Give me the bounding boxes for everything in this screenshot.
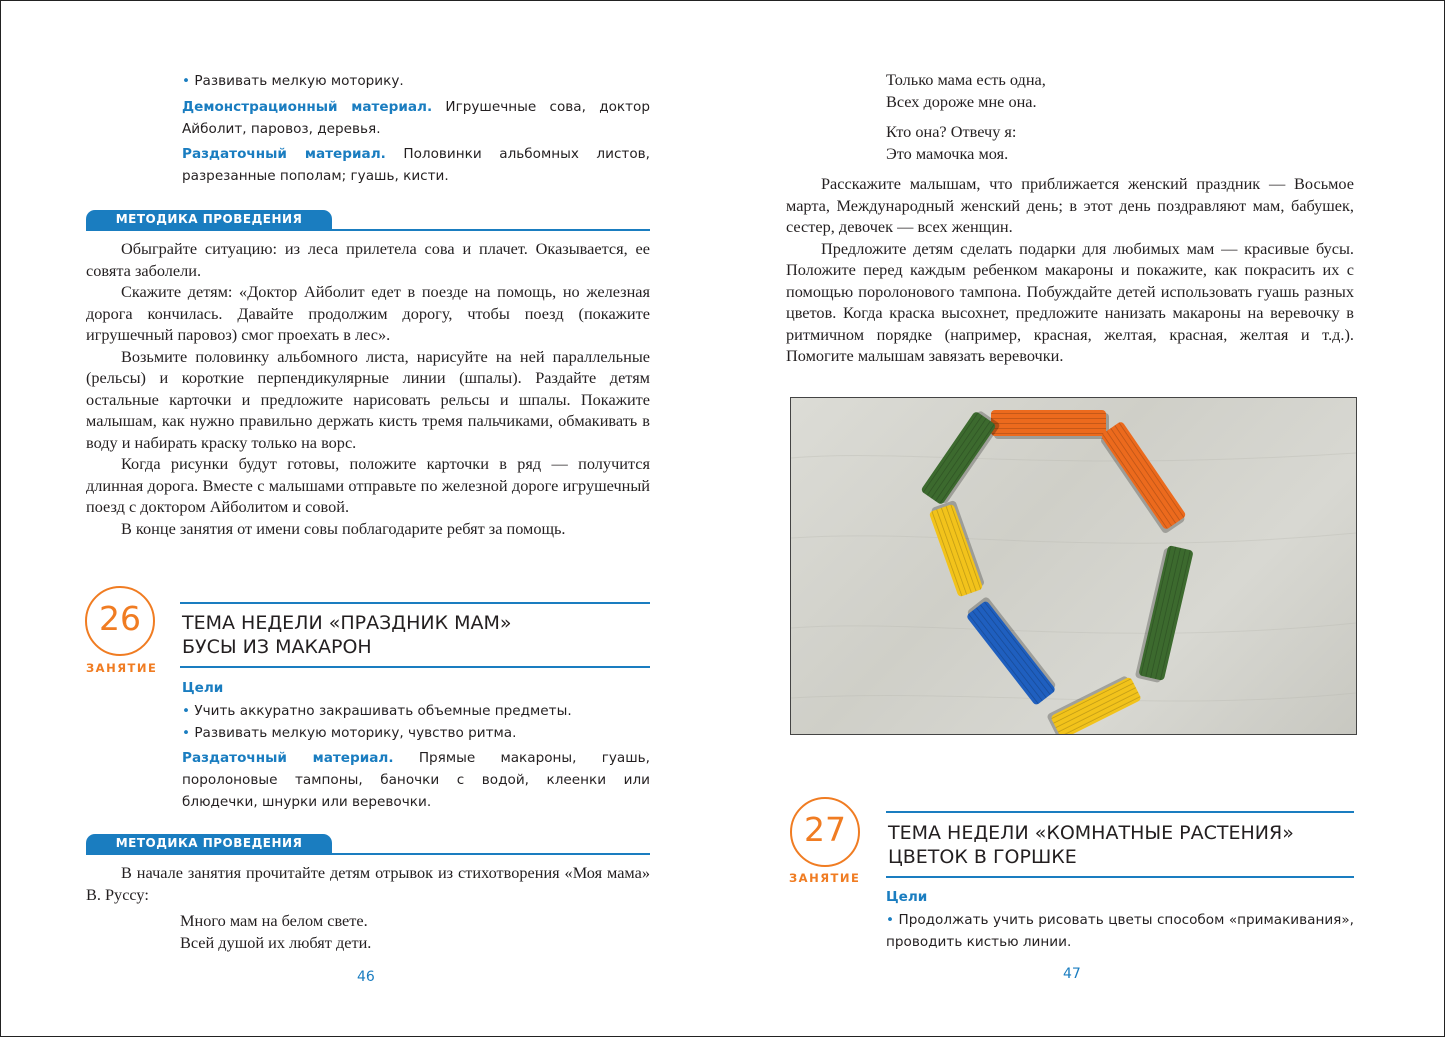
lesson-number: 27: [804, 810, 846, 849]
green-pasta: [1135, 544, 1194, 683]
poem-lines: [180, 910, 371, 953]
orange-pasta: [991, 410, 1109, 439]
method-header-2: [86, 834, 650, 858]
poem-line: Много мам на белом свете.: [180, 911, 368, 930]
handout-material-text: Половинки альбомных листов, разрезанные пополам; гуашь, кисти.: [182, 146, 650, 184]
demo-material: [182, 96, 650, 140]
poem-stanza-1: [886, 69, 1046, 112]
lesson-handout: [182, 747, 650, 813]
intro-bullet: • Развивать мелкую моторику.: [182, 70, 652, 92]
poem-line: Всех дороже мне она.: [886, 91, 1037, 111]
page-number: 47: [1063, 966, 1081, 982]
blue-pasta: [964, 596, 1059, 706]
poem-line: Кто она? Отвечу я:: [886, 122, 1017, 141]
lesson-title: БУСЫ ИЗ МАКАРОН: [182, 636, 372, 658]
wood-grain: [791, 453, 1356, 701]
method-paragraph: Возьмите половинку альбомного листа, нарисуйте на ней параллельные (рельсы) и короткие перпендикулярные линии (шпалы). Раздайте детям остальные карточки и предложите нарисовать рельсы и шпалы. Покажите малышам, как нужно правильно держать кисть тремя пальчиками, обмакивать в воду и набирать краску только на ворс.: [86, 346, 650, 452]
left-page: [0, 0, 722, 1037]
pasta-necklace-illustration: [791, 398, 1356, 734]
poem-line: Только мама есть одна,: [886, 70, 1046, 89]
handout-material-label: Раздаточный материал.: [182, 146, 386, 162]
right-page: [722, 0, 1445, 1037]
method-header-2-label: МЕТОДИКА ПРОВЕДЕНИЯ: [115, 836, 303, 850]
lesson-handout-text: Прямые макароны, гуашь, поролоновые тампоны, баночки с водой, клеенки или блюдечки, шнурки или веревочки.: [182, 750, 650, 810]
poem-stanza-2: [886, 121, 1016, 164]
body-paragraph: Расскажите малышам, что приближается женский праздник — Восьмое марта, Международный женский день; в этот день поздравляют мам, бабушек, сестер, девочек — всех женщин.: [786, 174, 1354, 236]
lesson-method-intro: В начале занятия прочитайте детям отрывок из стихотворения «Моя мама» В. Руссу:: [86, 863, 650, 904]
lesson-topic: ТЕМА НЕДЕЛИ «ПРАЗДНИК МАМ»: [182, 612, 512, 634]
lesson-number-circle: [85, 586, 155, 656]
goals-label: Цели: [886, 889, 928, 905]
method-paragraph: Скажите детям: «Доктор Айболит едет в поезде на помощь, но железная дорога кончилась. Давайте продолжим дорогу, чтобы поезд (покажите игрушечный паровоз) смог проехать в лес».: [86, 282, 650, 344]
demo-material-text: Игрушечные сова, доктор Айболит, паровоз, деревья.: [182, 99, 650, 137]
orange-pasta: [1098, 421, 1189, 535]
lesson-handout-label: Раздаточный материал.: [182, 750, 394, 766]
goals-label: Цели: [182, 680, 224, 696]
method-text-1: [86, 238, 650, 539]
goal-item: • Развивать мелкую моторику, чувство ритма.: [182, 722, 652, 744]
method-header-1: [86, 210, 650, 234]
yellow-pasta: [1046, 674, 1142, 734]
body-paragraph: Предложите детям сделать подарки для любимых мам — красивые бусы. Положите перед каждым ребенком макароны и покажите, как покрасить их с помощью поролонового тампона. Побуждайте детей использовать гуашь разных цветов. Когда краска высохнет, предложите нанизать макароны на веревочку в ритмичном порядке (например, красная, желтая, красная, желтая и т.д.). Помогите малышам завязать веревочки.: [786, 238, 1354, 365]
method-paragraph: Обыграйте ситуацию: из леса прилетела сова и плачет. Оказывается, ее совята заболели.: [86, 239, 650, 280]
lesson-title: ЦВЕТОК В ГОРШКЕ: [888, 846, 1077, 868]
right-body-text: [786, 173, 1354, 367]
goal-item: • Продолжать учить рисовать цветы способом «примакивания», проводить кистью линии.: [886, 909, 1354, 953]
method-paragraph: Когда рисунки будут готовы, положите карточки в ряд — получится длинная дорога. Вместе с малышами отправьте по железной дороге игрушечный поезд с доктором Айболитом и совой.: [86, 454, 650, 516]
lesson-topic-box: [180, 602, 650, 668]
yellow-pasta: [928, 500, 986, 597]
handout-material: [182, 143, 650, 187]
lesson-label: ЗАНЯТИЕ: [86, 661, 158, 675]
lesson-number-circle: [790, 797, 860, 867]
green-pasta: [920, 408, 1001, 507]
pasta-beads-photo: [790, 397, 1357, 735]
demo-material-label: Демонстрационный материал.: [182, 99, 433, 115]
page-number: 46: [357, 969, 375, 985]
lesson-label: ЗАНЯТИЕ: [789, 871, 861, 885]
lesson-number: 26: [99, 599, 141, 638]
method-paragraph: В конце занятия от имени совы поблагодарите ребят за помощь.: [121, 518, 566, 538]
method-header-1-label: МЕТОДИКА ПРОВЕДЕНИЯ: [115, 212, 303, 226]
poem-line: Это мамочка моя.: [886, 143, 1009, 163]
lesson-topic-box: [886, 811, 1354, 878]
poem-line: Всей душой их любят дети.: [180, 932, 372, 952]
lesson-topic: ТЕМА НЕДЕЛИ «КОМНАТНЫЕ РАСТЕНИЯ»: [888, 822, 1294, 844]
goal-item: • Учить аккуратно закрашивать объемные предметы.: [182, 700, 652, 722]
